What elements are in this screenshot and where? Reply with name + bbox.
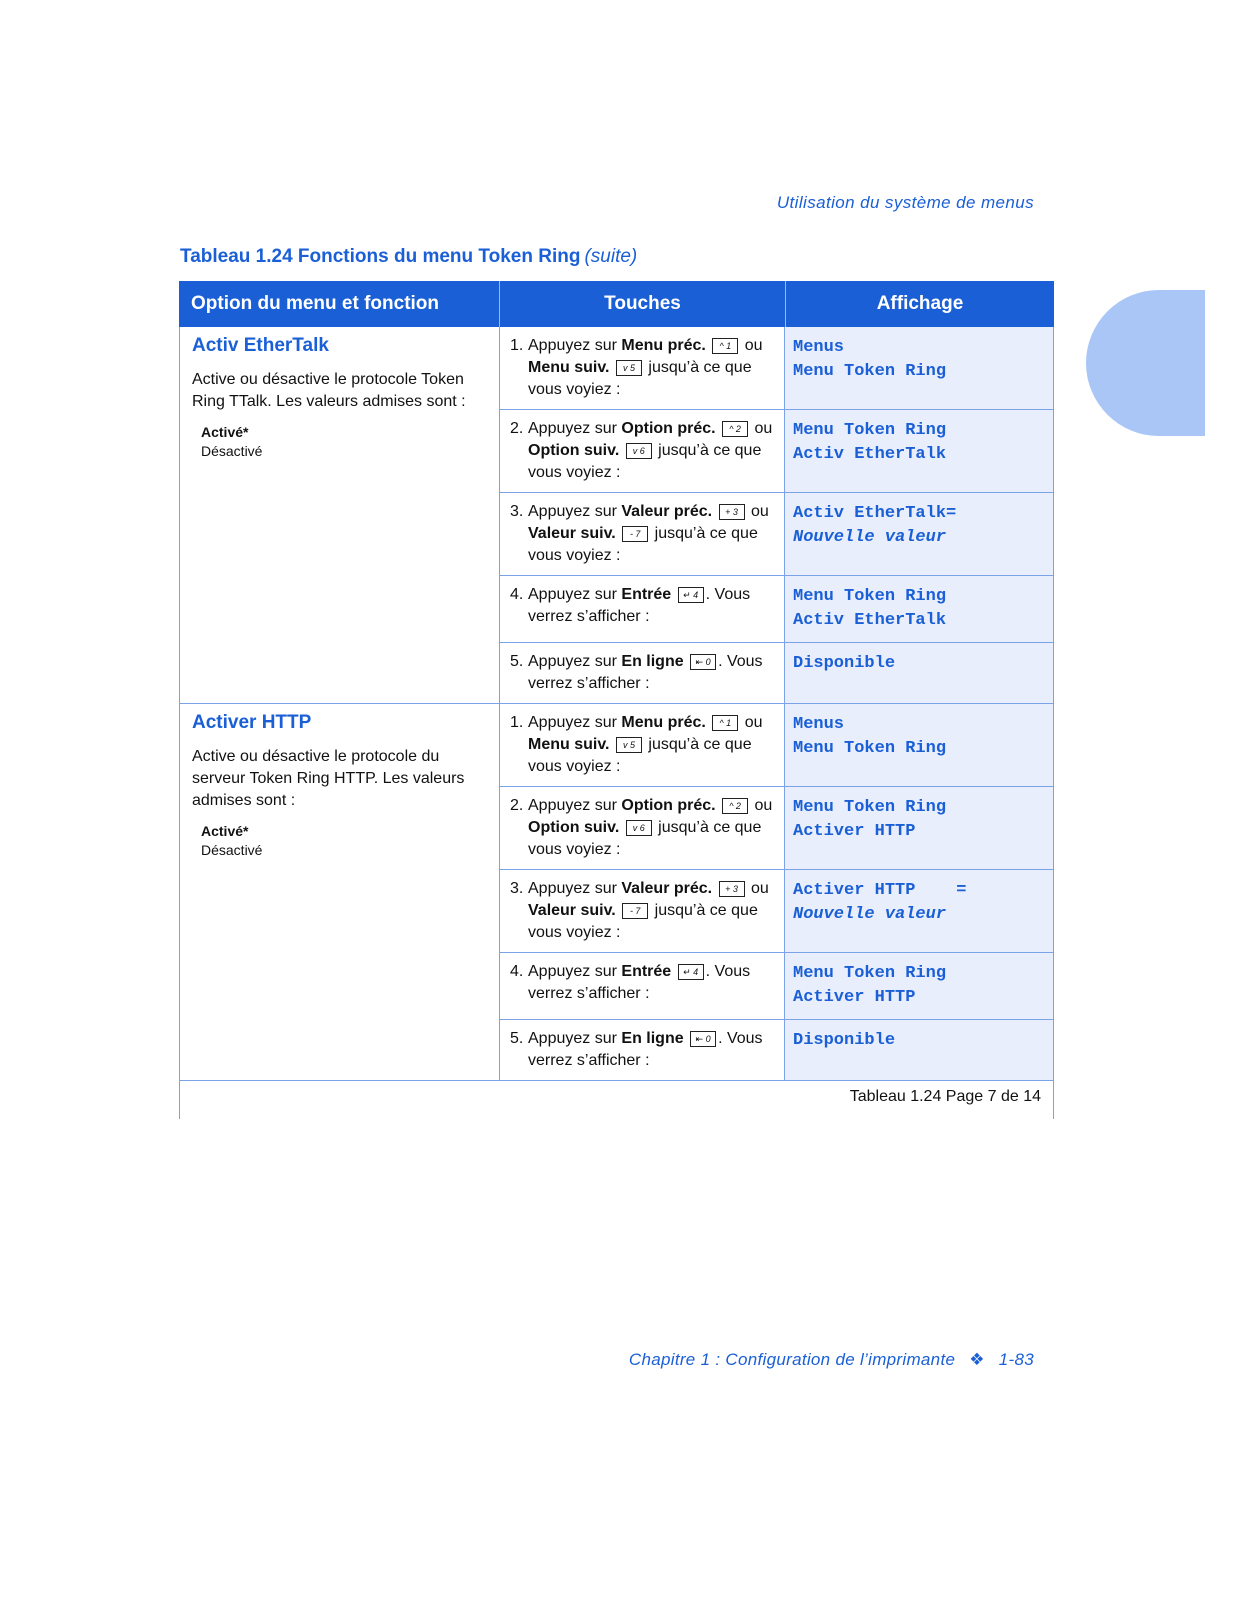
step-keys — [500, 704, 785, 786]
key-2-icon: ^ 2 — [722, 421, 748, 437]
key-3-icon: + 3 — [719, 881, 745, 897]
display-line-2: Activer HTTP — [793, 822, 916, 841]
step-number: 3. — [510, 880, 524, 897]
step-row — [500, 704, 1054, 787]
key-7-icon: - 7 — [622, 526, 648, 542]
display-line-1: Menu Token Ring — [793, 421, 947, 440]
display-line-1: Menus — [793, 715, 845, 734]
step-text: Appuyez sur Option préc. ^ 2 ou Option suiv. v 6 jusqu’à ce que vous voyiez : — [528, 797, 773, 858]
display-line-2: Nouvelle valeur — [793, 905, 947, 924]
step-text: Appuyez sur Menu préc. ^ 1 ou Menu suiv. v 5 jusqu’à ce que vous voyiez : — [528, 337, 763, 398]
step-row — [500, 493, 1054, 576]
option-cell — [179, 704, 500, 1080]
display-line-2: Menu Token Ring — [793, 739, 947, 758]
step-text: Appuyez sur En ligne ⇤ 0 . Vous verrez s’afficher : — [528, 1030, 763, 1069]
step-row — [500, 953, 1054, 1020]
display-line-2: Activ EtherTalk — [793, 611, 947, 630]
key-2-icon: ^ 2 — [722, 798, 748, 814]
step-text: Appuyez sur Menu préc. ^ 1 ou Menu suiv. v 5 jusqu’à ce que vous voyiez : — [528, 714, 763, 775]
option-value: Désactivé — [201, 842, 263, 858]
key-7-icon: - 7 — [622, 903, 648, 919]
step-number: 4. — [510, 963, 524, 980]
step-number: 5. — [510, 1030, 524, 1047]
step-text: Appuyez sur En ligne ⇤ 0 . Vous verrez s’afficher : — [528, 653, 763, 692]
step-keys — [500, 1020, 785, 1080]
option-value-default: Activé* — [201, 823, 249, 839]
display-line-1: Menu Token Ring — [793, 798, 947, 817]
step-number: 2. — [510, 420, 524, 437]
display-text — [785, 953, 1054, 1019]
key-3-icon: + 3 — [719, 504, 745, 520]
display-text — [785, 704, 1054, 786]
display-line-1: Disponible — [793, 1031, 896, 1050]
key-1-icon: ^ 1 — [712, 338, 738, 354]
display-text — [785, 1020, 1054, 1080]
step-row — [500, 576, 1054, 643]
key-6-icon: v 6 — [626, 443, 652, 459]
separator-icon: ❖ — [969, 1350, 985, 1369]
step-number: 1. — [510, 714, 524, 731]
option-description: Active ou désactive le protocole du serveur Token Ring HTTP. Les valeurs admises sont : — [192, 748, 465, 809]
option-value-default: Activé* — [201, 424, 249, 440]
step-text: Appuyez sur Entrée ↵ 4 . Vous verrez s’afficher : — [528, 963, 751, 1002]
table-title: Tableau 1.24 Fonctions du menu Token Ring (suite) — [180, 246, 638, 267]
step-text: Appuyez sur Valeur préc. + 3 ou Valeur suiv. - 7 jusqu’à ce que vous voyiez : — [528, 880, 769, 941]
running-header: Utilisation du système de menus — [776, 193, 1034, 212]
step-keys — [500, 643, 785, 703]
display-text — [785, 327, 1054, 409]
display-line-2: Nouvelle valeur — [793, 528, 947, 547]
display-line-1: Menus — [793, 338, 845, 357]
step-row — [500, 643, 1054, 703]
step-keys — [500, 953, 785, 1019]
step-number: 5. — [510, 653, 524, 670]
step-text: Appuyez sur Option préc. ^ 2 ou Option suiv. v 6 jusqu’à ce que vous voyiez : — [528, 420, 773, 481]
step-row — [500, 327, 1054, 410]
token-ring-table — [179, 281, 1054, 1119]
display-line-2: Activer HTTP — [793, 988, 916, 1007]
step-keys — [500, 787, 785, 869]
display-text — [785, 493, 1054, 575]
step-row — [500, 787, 1054, 870]
step-number: 1. — [510, 337, 524, 354]
display-line-1: Menu Token Ring — [793, 964, 947, 983]
display-text — [785, 576, 1054, 642]
step-text: Appuyez sur Valeur préc. + 3 ou Valeur suiv. - 7 jusqu’à ce que vous voyiez : — [528, 503, 769, 564]
display-text — [785, 643, 1054, 703]
display-text — [785, 410, 1054, 492]
step-keys — [500, 576, 785, 642]
key-0-icon: ⇤ 0 — [690, 654, 716, 670]
display-text — [785, 787, 1054, 869]
column-header-touches: Touches — [500, 281, 786, 327]
display-line-2: Activ EtherTalk — [793, 445, 947, 464]
option-group — [179, 327, 1054, 704]
step-row — [500, 1020, 1054, 1080]
display-line-1: Activer HTTP = — [793, 881, 967, 900]
step-keys — [500, 327, 785, 409]
key-6-icon: v 6 — [626, 820, 652, 836]
option-value: Désactivé — [201, 443, 263, 459]
key-4-icon: ↵ 4 — [678, 587, 704, 603]
step-number: 2. — [510, 797, 524, 814]
display-line-1: Menu Token Ring — [793, 587, 947, 606]
table-footer: Tableau 1.24 Page 7 de 14 — [179, 1081, 1054, 1119]
option-title: Activer HTTP — [192, 712, 312, 733]
key-5-icon: v 5 — [616, 360, 642, 376]
step-number: 4. — [510, 586, 524, 603]
step-row — [500, 870, 1054, 953]
display-text — [785, 870, 1054, 952]
page-footer — [629, 1350, 1034, 1370]
display-line-1: Activ EtherTalk= — [793, 504, 957, 523]
key-5-icon: v 5 — [616, 737, 642, 753]
option-values — [192, 822, 487, 860]
option-cell — [179, 327, 500, 703]
step-keys — [500, 410, 785, 492]
column-header-option: Option du menu et fonction — [179, 281, 500, 327]
page-number: 1-83 — [998, 1350, 1034, 1369]
key-4-icon: ↵ 4 — [678, 964, 704, 980]
chapter-title: Chapitre 1 : Configuration de l’imprimante — [628, 1350, 956, 1369]
key-0-icon: ⇤ 0 — [690, 1031, 716, 1047]
step-keys — [500, 870, 785, 952]
display-line-1: Disponible — [793, 654, 896, 673]
table-body — [179, 327, 1054, 1081]
step-text: Appuyez sur Entrée ↵ 4 . Vous verrez s’afficher : — [528, 586, 751, 625]
display-line-2: Menu Token Ring — [793, 362, 947, 381]
step-keys — [500, 493, 785, 575]
option-values — [192, 423, 487, 461]
option-group — [179, 704, 1054, 1081]
table-header — [179, 281, 1054, 327]
step-row — [500, 410, 1054, 493]
step-number: 3. — [510, 503, 524, 520]
option-title: Activ EtherTalk — [192, 335, 329, 356]
option-description: Active ou désactive le protocole Token Ring TTalk. Les valeurs admises sont : — [192, 371, 466, 410]
column-header-affichage: Affichage — [876, 293, 964, 314]
key-1-icon: ^ 1 — [712, 715, 738, 731]
